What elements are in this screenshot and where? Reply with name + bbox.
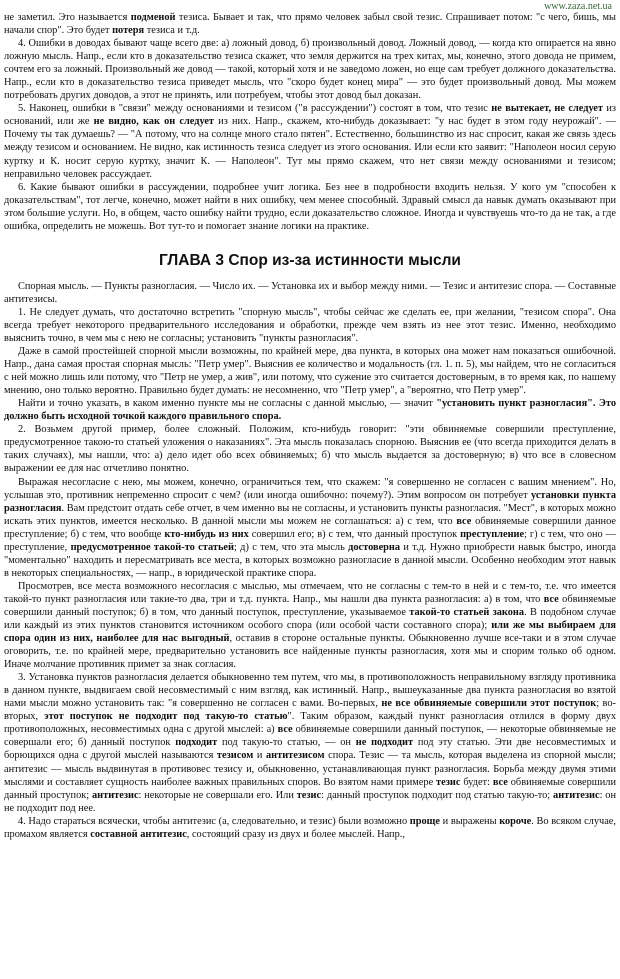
text-run: спора. Тезис — та мысль, которая выделена из спорной мысли; антитезис — мысль выдвинутая в противовес тезису и, обыкновенно, устанавливающая пункт разногласия. Борьба между двумя этими мыслями и составляет сущность наиболее важных правильных споров. Во взятом нами примере xyxy=(4,750,616,788)
text-run: и xyxy=(253,750,266,762)
bold-text: не все обвиняемые совершили этот поступок xyxy=(381,698,597,710)
text-run: ". Таким образом, каждый пункт разногласия отлился в форму двух противоположных, несовместимых одна с другой мыслей: а) xyxy=(4,711,616,736)
text-run: 5. Наконец, ошибки в "связи" между основаниями и тезисом ("в рассуждении") состоят в том, что тезис xyxy=(18,103,492,115)
bold-text: этот поступок не подходит под такую-то статью xyxy=(44,711,288,723)
text-run: и т.д. Нужно приобрести навык быстро, иногда "моментально" находить и пересматривать все места, в которых возможно разногласие в данной мысли. Особенно необходим этот навык в некоторых специальностях, — напр., в юридической практике спора. xyxy=(4,541,616,579)
text-run: 6. Какие бывают ошибки в рассуждении, подробнее учит логика. Без нее в подробности входить нельзя. У кого ум "способен к доказательствам", тот легче, конечно, может найти в них ошибку, чем менее способный. Здравый смысл да навык думать оказывают при этом большие услуги. Но, в общем, часто ошибку найти трудно, если доказательство сложное. Иногда и чувствуешь что-то да не так, а где ошибка, определить не можешь. Вот тут-то и помогает знание логики на практике. xyxy=(4,181,616,232)
bold-text: подходит xyxy=(175,737,218,749)
bold-text: все xyxy=(492,776,508,788)
text-run: . В подобном случае или каждый из этих пунктов становится источником особого спора (или особой части составного спора); xyxy=(4,606,617,632)
bold-text: все xyxy=(543,593,559,605)
text-run: : он не подходит под нее. xyxy=(4,789,616,814)
text-run: 4. Ошибки в доводах бывают чаще всего две: а) ложный довод, б) произвольный довод. Ложный довод, — когда кто опирается на явно ложную мысль. Напр., если кто в доказательство тезиса скажет, что земля держится на трех китах, мы, конечно, этого довода не примем, сочтем его за ложный. Произвольный же довод — такой, который хотя и не заведомо ложен, но еще сам требует должного доказательства. Напр., если кто в доказательство тезиса приведет мысль, что "скоро будет конец мира" — это будет произвольный довод. Мы можем потребовать других доводов, а этот не принять, или потребуем, чтобы этот довод был доказан. xyxy=(4,38,616,102)
text-run: из оснований, или же xyxy=(4,103,616,128)
chapter-body xyxy=(4,280,616,841)
text-run: Спорная мысль. — Пункты разногласия. — Число их. — Установка их и выбор между ними. — Тезис и антитезис спора. — Составные антитезисы. xyxy=(4,280,616,305)
text-run: : некоторые не совершали его. Или xyxy=(138,789,297,801)
bold-text: все xyxy=(456,515,472,527)
site-url[interactable]: www.zaza.net.ua xyxy=(544,1,612,12)
text-run: ; д) с тем, что эта мысль xyxy=(233,541,349,553)
chapter-heading: ГЛАВА 3 Спор из-за истинности мысли xyxy=(159,251,461,269)
text-run: 3. Установка пунктов разногласия делается обыкновенно тем путем, что мы, в противоположность неправильному взгляду противника в данном пункте, выдвигаем свой несовместимый с ним взгляд, как истинный. Напр., вышеуказанные два пункта разногласия во взятой нами мысли можно установить так: "я совершенно не согласен с вами. Во-первых, xyxy=(4,672,616,710)
text-run: совершил его; в) с тем, что данный проступок xyxy=(248,528,461,540)
text-run: . Вам предстоит отдать себе отчет, в чем именно вы не согласны, и установить пункты разногласия. "Мест", в которых можно искать этих пунктов, имеется несколько. В данной мысли мы можем не соглашаться: а) с тем, что xyxy=(4,502,616,527)
text-run: Просмотрев, все места возможного несогласия с мыслью, мы отмечаем, что не согласны с тем-то в ней и с тем-то, т.е. что имеется такой-то пункт разногласия или такие-то два, три и т.д. пункта. Напр., мы нашли два пункта разногласия: а) в том, что xyxy=(4,580,616,605)
paragraph xyxy=(4,815,616,841)
text-run: будет: xyxy=(460,776,493,788)
paragraph xyxy=(4,476,616,580)
text-run: тезиса и т.д. xyxy=(144,25,200,37)
text-run: обвиняемые совершили данный поступок, — некоторые обвиняемые не совершали его; б) данный поступок xyxy=(4,724,616,749)
paragraph xyxy=(4,102,616,180)
paragraph xyxy=(4,306,616,345)
bold-text: тезис xyxy=(296,789,322,801)
bold-text: или же мы выбираем для спора один из них, наиболее для нас выгодный xyxy=(4,620,616,645)
paragraph xyxy=(4,181,616,233)
paragraph xyxy=(4,671,616,815)
paragraph xyxy=(4,280,616,306)
text-run: под такую-то статью, — он xyxy=(217,737,356,749)
bold-text: антитезис xyxy=(553,789,600,801)
bold-text: не вытекает, не следует xyxy=(491,103,603,115)
text-run: обвиняемые совершили данный поступок; б) в том, что данный поступок, преступление, указываемое xyxy=(4,593,616,618)
bold-text: проще xyxy=(409,815,440,827)
bold-text: предусмотренное такой-то статьей xyxy=(70,541,234,553)
document-page xyxy=(4,11,616,841)
text-run: : данный проступок подходит под статью такую-то; xyxy=(321,789,554,801)
text-run: Выражая несогласие с нею, мы можем, конечно, ограничиться тем, что скажем: "я совершенно не согласен с вашим мнением". Но, услышав это, противник непременно спросит с чем? (или иногда ошибочно: почему?). Этим вопросом он потребует xyxy=(4,476,616,501)
bold-text: тезисом xyxy=(216,750,254,762)
bold-text: кто-нибудь из них xyxy=(164,528,249,540)
text-run: под эту статью. Эти две несовместимых и борющихся одна с другой мыслей называются xyxy=(4,737,616,762)
bold-text: установки пункта разногласия xyxy=(4,489,616,514)
text-run: Найти и точно указать, в каком именно пункте мы не согласны с данной мыслью, — значит xyxy=(18,398,437,410)
paragraph xyxy=(4,397,616,423)
text-run: из них. Напр., скажем, кто-нибудь доказывает: "у нас будет в этом году неурожай". — Почему ты так думаешь? — "А потому, что на солнце много стало пятен". Естественно, большинство из нас спросит, какая же связь здесь между тезисом и основанием. Не видно, как истинность тезиса следует из этого основания. Или если кто заявит: "Наполеон носил серую куртку и К. носит серую куртку, значит К. — Наполеон". Тут мы прямо скажем, что нет связи между основаниями и тезисом; неправильно человек рассуждает. xyxy=(4,116,616,180)
text-run: обвиняемые совершили данный проступок; xyxy=(4,776,617,801)
bold-text: "установить пункт разногласия". Это должно быть исходной точкой каждого правильного спора. xyxy=(4,398,616,423)
paragraph xyxy=(4,580,616,671)
text-run: ; во-вторых, xyxy=(4,698,616,723)
text-run: , состоящий сразу из двух и более мыслей. Напр., xyxy=(186,828,405,840)
bold-text: антитезис xyxy=(91,789,139,801)
text-run: 2. Возьмем другой пример, более сложный. Положим, кто-нибудь говорит: "эти обвиняемые совершили преступление, предусмотренное такою-то статьей уложения о наказаниях". Эта мысль показалась спорною. Выяснив ее (что всегда приходится делать в таких случаях), мы нашли, что: а) дело идет обо всех обвиняемых; б) что мысль выдается за достоверную; в) что все в словесном выражении ее для нас отчетливо понятно. xyxy=(4,424,616,475)
bold-text: тезис xyxy=(436,776,461,788)
text-run: . Во всяком случае, промахом является xyxy=(4,815,616,840)
text-run: 1. Не следует думать, что достаточно встретить "спорную мысль", чтобы сейчас же сделать ее, при желании, "тезисом спора". Она всегда требует некоторого предварительного исследования и обработки, прежде чем взять из нее этот тезис. Именно, необходимо выяснить точно, в чем мы с нею не согласны; установить "пункты разногласия". xyxy=(4,306,616,344)
bold-text: не подходит xyxy=(355,737,414,749)
paragraph xyxy=(4,423,616,475)
paragraph xyxy=(4,11,616,37)
text-run: ; г) с тем, что оно — преступление, xyxy=(4,528,616,553)
text-run: Даже в самой простейшей спорной мысли возможны, по крайней мере, два пункта, в которых она может нам показаться ошибочной. Напр., дана самая простая спорная мысль: "Петр умер". Выяснив ее количество и модальность (гл. 1. п. 5), мы найдем, что не согласиться с ней можно лишь или потому, что "Петр не умер, а жив", или потому, что сужение это считается достоверным, в то время как, по нашему мнению, оно только вероятно. Правильно будет думать: не несомненно, что "Петр умер", а "вероятно, что Петр умер". xyxy=(4,346,616,397)
bold-text: подменой xyxy=(130,12,176,23)
preceding-section xyxy=(4,11,616,233)
text-run: и выражены xyxy=(440,815,500,827)
text-run: не заметил. Это называется xyxy=(4,12,131,23)
bold-text: достоверна xyxy=(348,541,401,553)
text-run: , оставив в стороне остальные пункты. Обыкновенно лучше все-таки и в этом случае оговорить, т.е. по крайней мере, предварительно установить все найденные пункты разногласия, хотя мы и спорим только об одном. Иначе молчание противник примет за знак согласия. xyxy=(4,633,616,671)
paragraph xyxy=(4,37,616,102)
bold-text: составной антитезис xyxy=(90,828,187,840)
bold-text: такой-то статьей закона xyxy=(409,606,525,618)
bold-text: все xyxy=(277,724,293,736)
bold-text: преступление xyxy=(460,528,525,540)
text-run: тезиса. Бывает и так, что прямо человек забыл свой тезис. Спрашивает потом: "с чего, бишь, мы начали спор". Это будет xyxy=(4,12,617,37)
bold-text: не видно, как он следует xyxy=(93,116,215,128)
bold-text: потеря xyxy=(112,25,145,37)
paragraph xyxy=(4,345,616,397)
text-run: обвиняемые совершили данное преступление; б) с тем, что вообще xyxy=(4,515,616,540)
text-run: 4. Надо стараться всячески, чтобы антитезис (а, следовательно, и тезис) были возможно xyxy=(18,815,410,827)
bold-text: антитезисом xyxy=(265,750,325,762)
bold-text: короче xyxy=(499,815,532,827)
